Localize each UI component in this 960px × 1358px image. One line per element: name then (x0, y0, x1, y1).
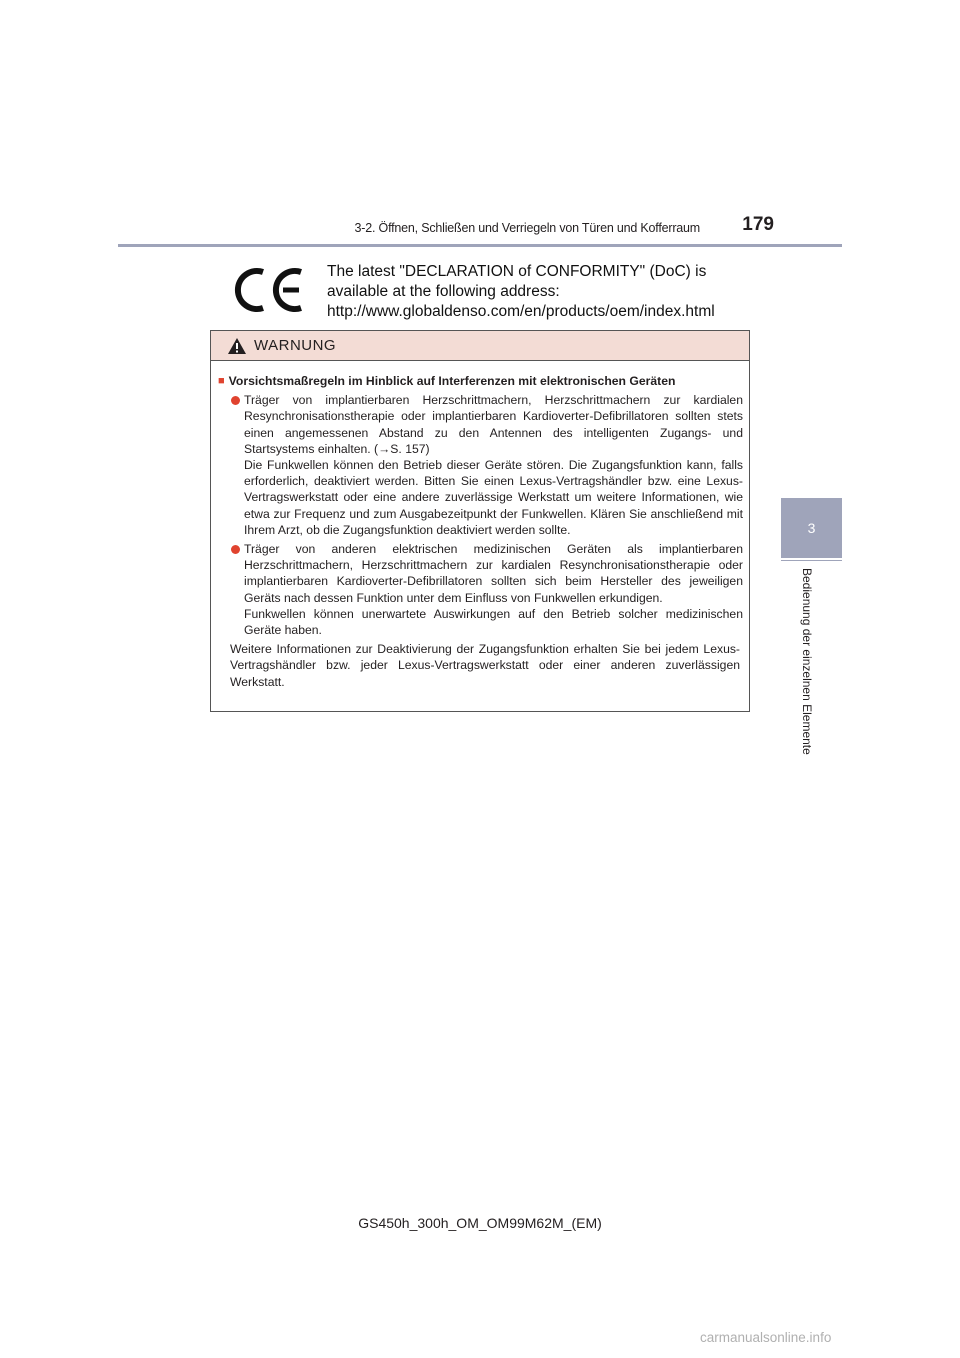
warning-body (211, 361, 749, 690)
doc-notice-line: The latest "DECLARATION of CONFORMITY" (DoC) is (327, 263, 707, 280)
square-bullet-icon: ■ (218, 375, 225, 387)
section-title: 3-2. Öffnen, Schließen und Verriegeln von Türen und Kofferraum (354, 221, 700, 235)
warning-footer-text: Weitere Informationen zur Deaktivierung der Zugangsfunktion erhalten Sie bei jedem Lexus-Vertragshändler bzw. jeder Lexus-Vertragswerkstatt oder einer anderen zuverlässigen Werkstatt. (230, 642, 740, 689)
paragraph: Die Funkwellen können den Betrieb dieser Geräte stören. Die Zugangsfunktion kann, falls erforderlich, deaktiviert werden. Bitten Sie einen Lexus-Vertragshändler bzw. eine Lexus-Vertragswerkstatt oder eine andere zuverlässige Werkstatt um weitere Informationen, wie etwa zur Frequenz und zum Ausgabezeitpunkt der Funkwellen. Klären Sie anschließend mit Ihrem Arzt, ob die Zugangsfunktion deaktiviert werden sollte. (244, 458, 743, 537)
chapter-tab (781, 498, 842, 558)
page-number: 179 (742, 214, 774, 235)
list-item-text (244, 392, 743, 538)
list-item (218, 392, 743, 538)
paragraph: Funkwellen können unerwartete Auswirkungen auf den Betrieb solcher medizinischen Geräte haben. (244, 606, 743, 638)
ce-mark-icon (233, 264, 305, 316)
ce-notice (227, 258, 727, 322)
warning-heading (218, 373, 743, 389)
warning-triangle-icon (227, 337, 247, 355)
chapter-number: 3 (807, 520, 816, 536)
doc-url: http://www.globaldenso.com/en/products/oem/index.html (327, 303, 715, 320)
warning-heading-text: Vorsichtsmaßregeln im Hinblick auf Interferenzen mit elektronischen Geräten (228, 374, 676, 388)
header-rule (118, 244, 842, 247)
doc-notice-text (327, 262, 715, 322)
paragraph: Träger von anderen elektrischen medizinischen Geräten als implantierbaren Herzschrittmachern, Herzschrittmachern zur kardialen Resynchronisationstherapie oder implantierbaren Kardioverter-Defibrillatoren sollten sich beim Hersteller des jeweiligen Geräts nach dessen Funktion unter dem Einfluss von Funkwellen erkundigen. (244, 542, 743, 605)
list-item (218, 541, 743, 638)
round-bullet-icon (231, 396, 240, 405)
chapter-label: Bedienung der einzelnen Elemente (800, 568, 814, 755)
warning-title: WARNUNG (254, 337, 337, 354)
doc-notice-line: available at the following address: (327, 283, 560, 300)
warning-header (211, 331, 749, 361)
document-code: GS450h_300h_OM_OM99M62M_(EM) (358, 1215, 602, 1231)
warning-box (210, 330, 750, 712)
round-bullet-icon (231, 545, 240, 554)
watermark: carmanualsonline.info (700, 1330, 832, 1345)
side-tab-rule (781, 560, 842, 561)
list-item-text (244, 541, 743, 638)
paragraph: Träger von implantierbaren Herzschrittmachern, Herzschrittmachern zur kardialen Resynchronisationstherapie oder implantierbaren Kardioverter-Defibrillatoren sollten stets einen angemessenen Abstand zu den Antennen des intelligenten Zugangs- und Startsystems einhalten. (→S. 157) (244, 393, 743, 456)
